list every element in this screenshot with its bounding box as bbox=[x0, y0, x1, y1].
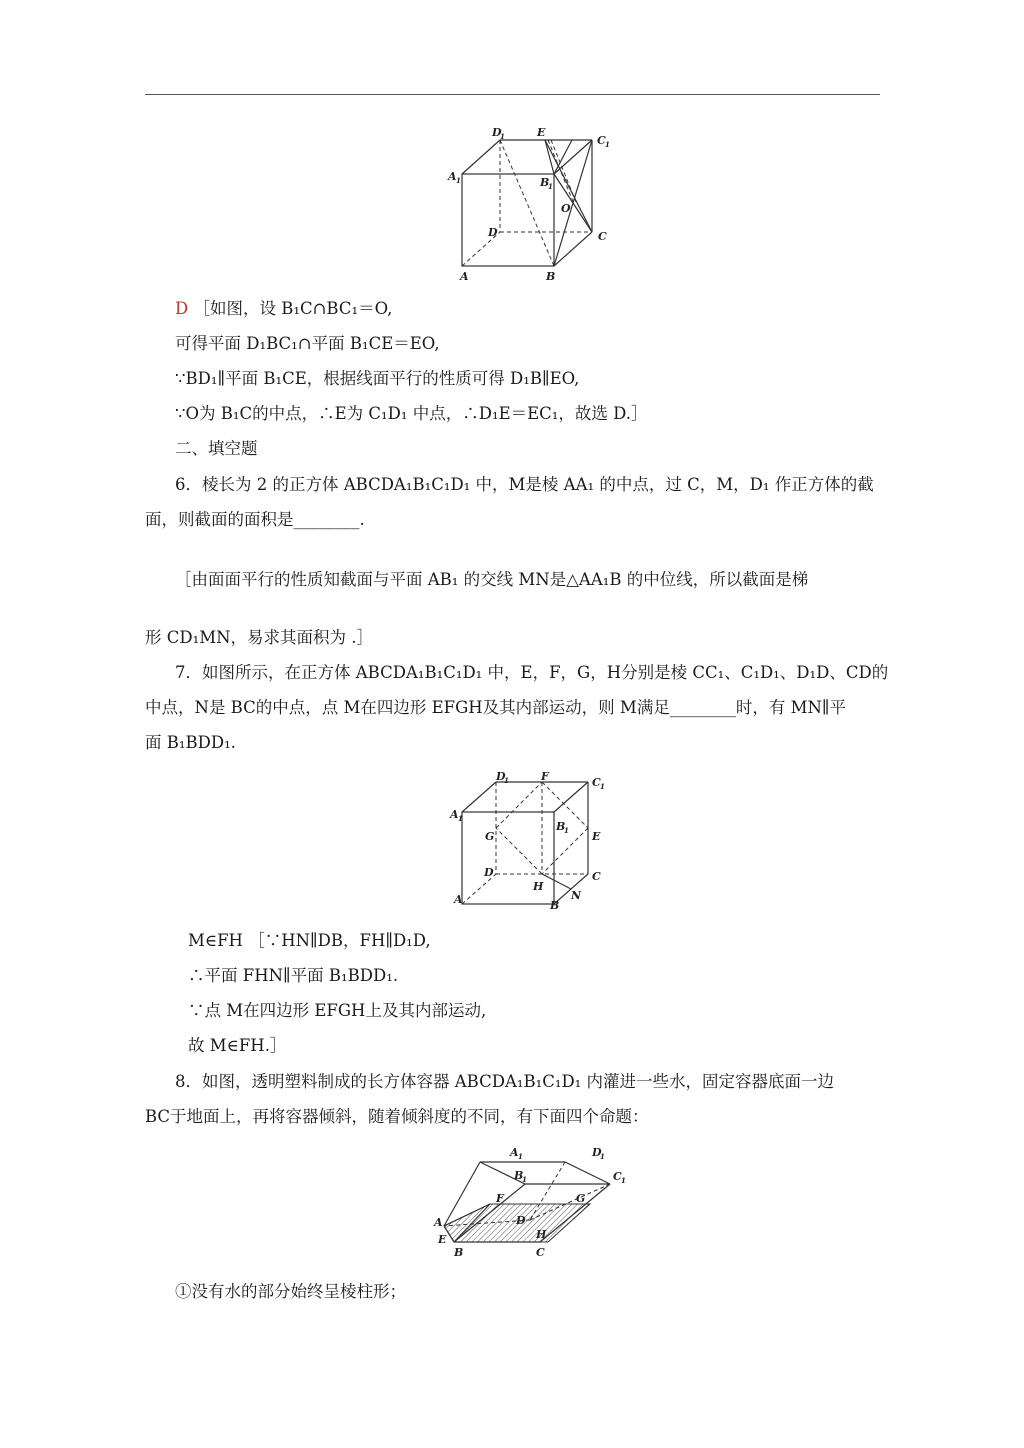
label-e: E bbox=[537, 126, 546, 139]
label-d1: D bbox=[492, 126, 502, 139]
svg-text:1: 1 bbox=[458, 814, 463, 823]
label-c: C bbox=[536, 1246, 545, 1259]
label-b1: B bbox=[514, 1169, 524, 1182]
q7-answer-line-4: 故 M∈FH.］ bbox=[188, 1036, 287, 1055]
svg-text:1: 1 bbox=[504, 776, 509, 785]
label-c: C bbox=[592, 870, 601, 883]
label-a1: A bbox=[450, 808, 459, 821]
svg-text:1: 1 bbox=[456, 176, 461, 185]
label-h: H bbox=[536, 1228, 547, 1241]
label-o: O bbox=[561, 202, 571, 215]
q6-answer-line-2: 形 CD₁MN，易求其面积为 .］ bbox=[145, 628, 374, 647]
label-b1: B bbox=[540, 176, 550, 189]
q8-line-2: BC于地面上，再将容器倾斜，随着倾斜度的不同，有下面四个命题： bbox=[145, 1107, 649, 1126]
label-f: F bbox=[541, 770, 549, 783]
label-a: A bbox=[454, 893, 463, 906]
q8-line-1: 8．如图，透明塑料制成的长方体容器 ABCDA₁B₁C₁D₁ 内灌进一些水，固定容器底面一边 bbox=[175, 1072, 835, 1091]
q5-answer-line-3: ∵BD₁∥平面 B₁CE，根据线面平行的性质可得 D₁B∥EO, bbox=[175, 369, 580, 388]
svg-text:1: 1 bbox=[600, 1152, 605, 1161]
svg-text:1: 1 bbox=[500, 132, 505, 141]
label-a1: A bbox=[510, 1146, 519, 1159]
label-c1: C bbox=[592, 776, 601, 789]
q5-answer-line-4: ∵O为 B₁C的中点，∴E为 C₁D₁ 中点，∴D₁E＝EC₁，故选 D.］ bbox=[175, 404, 648, 423]
label-b1: B bbox=[556, 820, 566, 833]
label-a: A bbox=[434, 1216, 443, 1229]
svg-text:1: 1 bbox=[621, 1176, 626, 1185]
svg-text:1: 1 bbox=[564, 826, 569, 835]
label-d: D bbox=[488, 226, 498, 239]
label-c1: C bbox=[597, 134, 606, 147]
label-d1: D bbox=[496, 770, 506, 783]
label-d: D bbox=[516, 1214, 526, 1227]
figure-cube-1 bbox=[440, 122, 620, 287]
label-h: H bbox=[533, 880, 544, 893]
q5-answer-line-2: 可得平面 D₁BC₁∩平面 B₁CE＝EO, bbox=[175, 334, 440, 353]
label-e: E bbox=[438, 1233, 447, 1246]
label-d: D bbox=[484, 866, 494, 879]
label-e: E bbox=[592, 830, 601, 843]
label-a1: A bbox=[448, 170, 457, 183]
q7-answer-line-2: ∴平面 FHN∥平面 B₁BDD₁. bbox=[188, 966, 399, 985]
q8-item-1: ①没有水的部分始终呈棱柱形； bbox=[175, 1282, 406, 1301]
label-g: G bbox=[485, 830, 495, 843]
svg-text:1: 1 bbox=[548, 182, 553, 191]
figure-container bbox=[430, 1142, 630, 1264]
q7-answer-line-1: M∈FH ［∵HN∥DB，FH∥D₁D, bbox=[188, 931, 431, 950]
q7-answer-line-3: ∵点 M在四边形 EFGH上及其内部运动, bbox=[188, 1001, 487, 1020]
header-rule bbox=[145, 94, 880, 95]
label-b: B bbox=[550, 899, 560, 912]
answer-choice: D bbox=[175, 299, 189, 318]
svg-text:1: 1 bbox=[600, 782, 605, 791]
q6-answer-line-1: ［由面面平行的性质知截面与平面 AB₁ 的交线 MN是△AA₁B 的中位线，所以截面是梯 bbox=[175, 570, 809, 589]
q5-answer-line-1: D ［如图，设 B₁C∩BC₁＝O, bbox=[175, 299, 393, 318]
q7-line-3: 面 B₁BDD₁. bbox=[145, 733, 236, 752]
section-title: 二、填空题 bbox=[175, 439, 258, 458]
svg-text:1: 1 bbox=[605, 140, 610, 149]
label-a: A bbox=[460, 270, 469, 283]
label-n: N bbox=[571, 889, 582, 902]
label-f: F bbox=[496, 1192, 504, 1205]
label-b: B bbox=[546, 270, 556, 283]
q7-line-2: 中点，N是 BC的中点，点 M在四边形 EFGH及其内部运动，则 M满足________时，有 MN∥平 bbox=[145, 698, 847, 717]
label-g: G bbox=[576, 1192, 586, 1205]
q6-line-1: 6．棱长为 2 的正方体 ABCDA₁B₁C₁D₁ 中，M是棱 AA₁ 的中点，过 C，M，D₁ 作正方体的截 bbox=[175, 475, 874, 494]
q7-line-1: 7．如图所示，在正方体 ABCDA₁B₁C₁D₁ 中，E，F，G，H分别是棱 CC₁、C₁D₁、D₁D、CD的 bbox=[175, 663, 889, 682]
label-b: B bbox=[454, 1246, 464, 1259]
label-c1: C bbox=[613, 1170, 622, 1183]
svg-text:1: 1 bbox=[518, 1152, 523, 1161]
figure-cube-2 bbox=[440, 768, 620, 913]
label-c: C bbox=[598, 230, 607, 243]
label-d1: D bbox=[592, 1146, 602, 1159]
q6-line-2: 面，则截面的面积是________. bbox=[145, 510, 365, 529]
svg-text:1: 1 bbox=[522, 1175, 527, 1184]
